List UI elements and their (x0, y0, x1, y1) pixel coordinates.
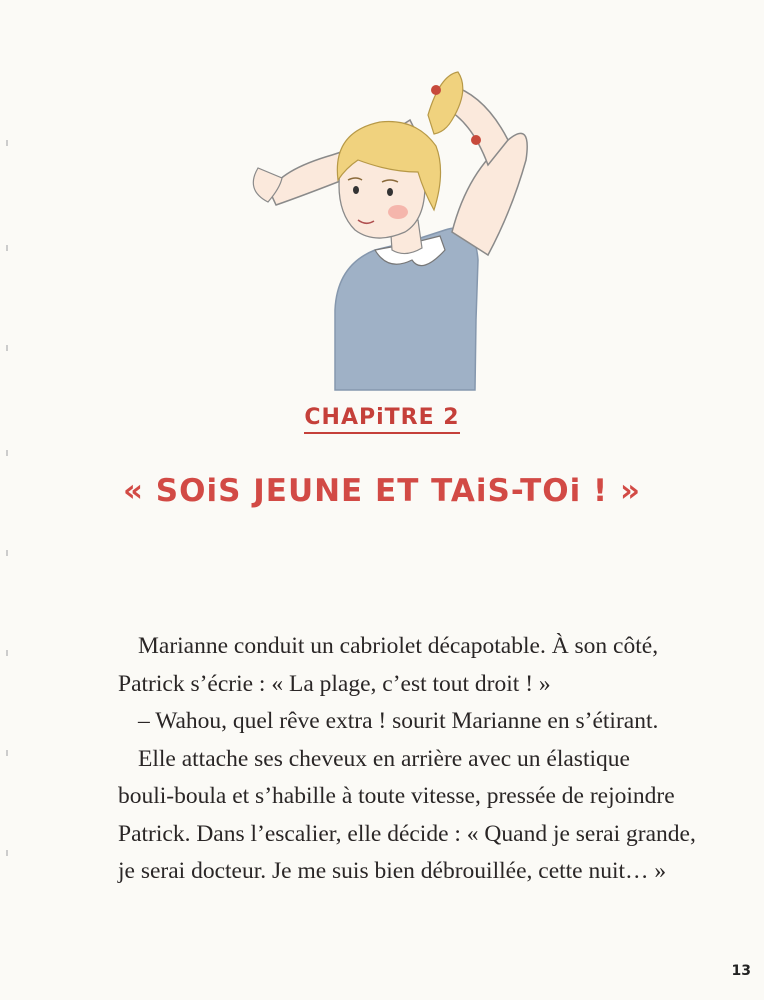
text-line: Elle attache ses cheveux en arrière avec un élastique (138, 745, 630, 772)
girl-tying-hair-illustration (240, 60, 540, 400)
page-number: 13 (731, 963, 751, 979)
text-line: bouli-boula et s’habille à toute vitesse, pressée de rejoindre (118, 783, 675, 809)
margin-mark (6, 650, 8, 656)
margin-mark (6, 345, 8, 351)
margin-mark (6, 450, 8, 456)
text-line: Patrick s’écrie : « La plage, c’est tout droit ! » (118, 670, 551, 697)
margin-mark (6, 850, 8, 856)
text-line: Patrick. Dans l’escalier, elle décide : « Quand je serai grande, (118, 820, 696, 847)
text-line: je serai docteur. Je me suis bien débrouillée, cette nuit… » (118, 858, 667, 884)
margin-mark (6, 140, 8, 146)
chapter-label: CHAPiTRE 2 (0, 405, 764, 430)
margin-mark (6, 550, 8, 556)
text-line: Marianne conduit un cabriolet décapotable. À son côté, (138, 633, 659, 659)
text-line: – Wahou, quel rêve extra ! sourit Marianne en s’étirant. (138, 708, 659, 734)
chapter-title: « SOiS JEUNE ET TAiS-TOi ! » (122, 473, 642, 509)
margin-mark (6, 245, 8, 251)
margin-mark (6, 750, 8, 756)
body-text (118, 628, 718, 891)
